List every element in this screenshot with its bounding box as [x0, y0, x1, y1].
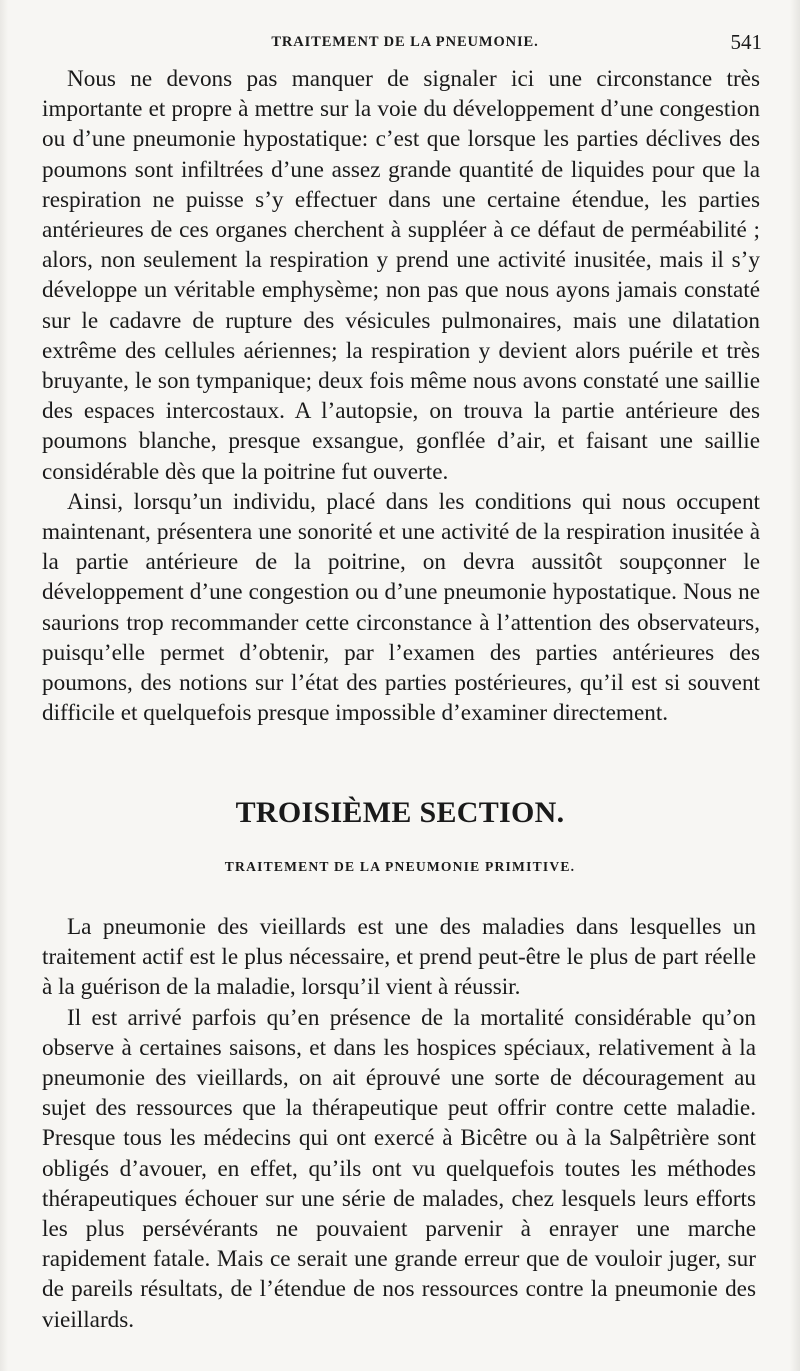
section-title: TROISIÈME SECTION.: [235, 796, 565, 829]
page-number: 541: [730, 30, 762, 54]
running-title: TRAITEMENT DE LA PNEUMONIE.: [271, 34, 539, 50]
paragraph: Nous ne devons pas manquer de signaler ici une circonstance très importante et propre à mettre sur la voie du développement d’une congestion ou d’une pneumonie hypostatique: c’est que lorsque les parties déclives des poumons sont infiltrées d’une assez grande quantité de liquides pour que la respiration ne puisse s’y effectuer dans une certaine étendue, les parties antérieures de ces organes cherchent à suppléer à ce défaut de perméabilité ; alors, non seulement la respiration y prend une activité inusitée, mais il s’y développe un véritable emphysème; non pas que nous ayons jamais constaté sur le cadavre de rupture des vésicules pulmonaires, mais une dilatation extrême des cellules aériennes; la respiration y devient alors puérile et très bruyante, le son tympanique; deux fois même nous avons constaté une saillie des espaces intercostaux. A l’autopsie, on trouva la partie antérieure des poumons blanche, presque exsangue, gonflée d’air, et faisant une saillie considérable dès que la poitrine fut ouverte.: [42, 66, 760, 485]
text-block-after-section: [42, 912, 756, 1335]
paragraph: La pneumonie des vieillards est une des maladies dans lesquelles un traitement actif est le plus nécessaire, et prend peut-être le plus de part réelle à la guérison de la maladie, lorsqu’il vient à réussir.: [42, 914, 756, 1001]
section-subtitle: TRAITEMENT DE LA PNEUMONIE PRIMITIVE.: [224, 859, 576, 874]
paragraph: Ainsi, lorsqu’un individu, placé dans les conditions qui nous occupent maintenant, présentera une sonorité et une activité de la respiration inusitée à la partie antérieure de la poitrine, on devra aussitôt soupçonner le développement d’une congestion ou d’une pneumonie hypostatique. Nous ne saurions trop recommander cette circonstance à l’attention des observateurs, puisqu’elle permet d’obtenir, par l’examen des parties antérieures des poumons, des notions sur l’état des parties postérieures, qu’il est si souvent difficile et quelquefois presque impossible d’examiner directement.: [42, 488, 760, 727]
running-head: [40, 30, 770, 54]
paragraph: Il est arrivé parfois qu’en présence de la mortalité considérable qu’on observe à certaines saisons, et dans les hospices spéciaux, relativement à la pneumonie des vieillards, on ait éprouvé une sorte de découragement au sujet des ressources que la thérapeutique peut offrir contre cette maladie. Presque tous les médecins qui ont exercé à Bicêtre ou à la Salpêtrière sont obligés d’avouer, en effet, qu’ils ont vu quelquefois toutes les méthodes thérapeutiques échouer sur une série de malades, chez lesquels leurs efforts les plus persévérants ne pouvaient parvenir à enrayer une marche rapidement fatale. Mais ce serait une grande erreur que de vouloir juger, sur de pareils résultats, de l’étendue de nos ressources contre la pneumonie des vieillards.: [42, 1004, 756, 1333]
text-block-before-section: [42, 64, 760, 728]
